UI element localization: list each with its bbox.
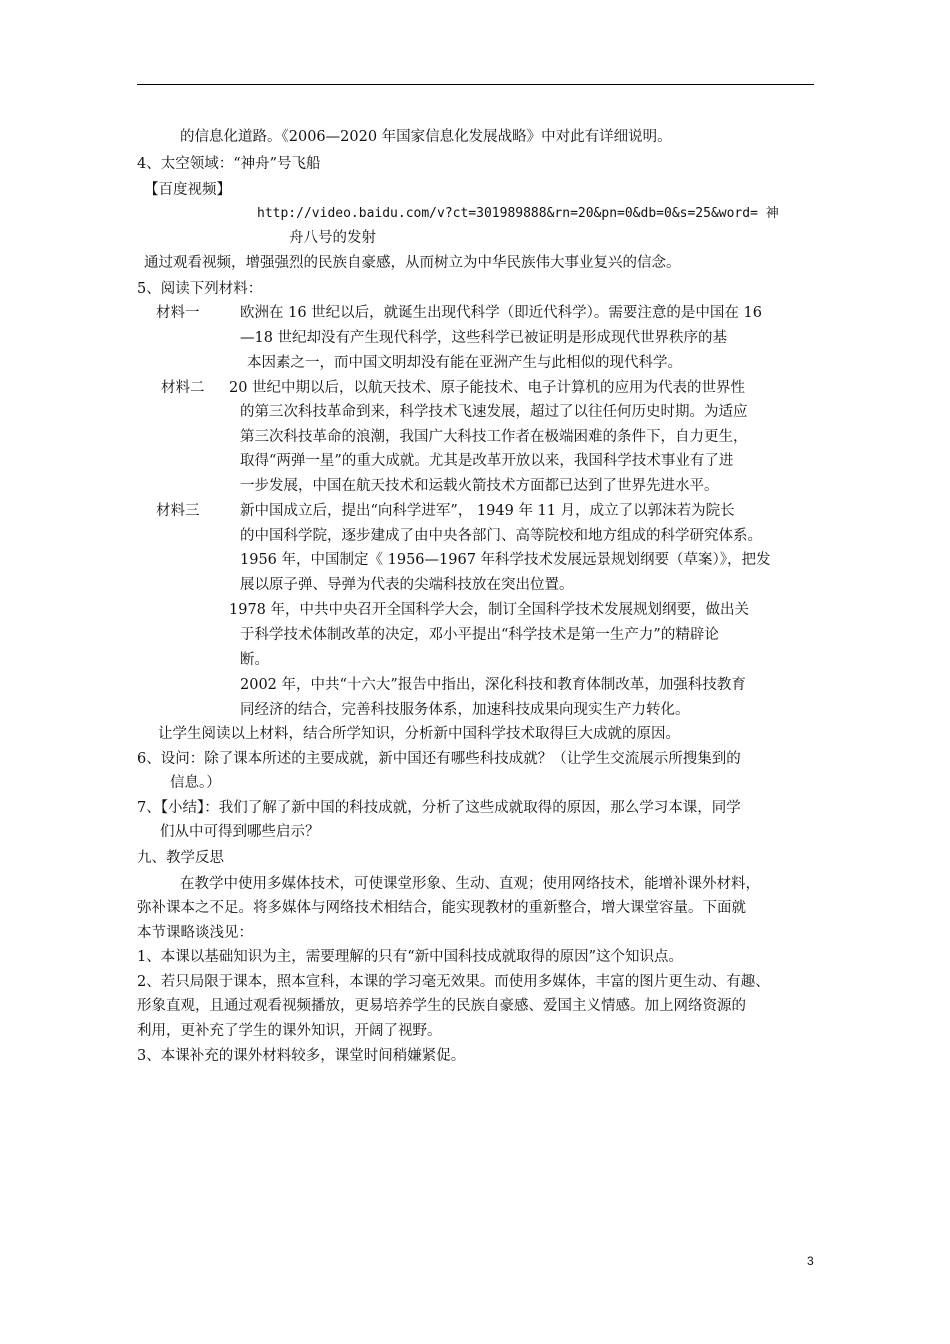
text-line: 1956 年，中国制定《 1956—1967 年科学技术发展远景规划纲要（草案）》，把发 xyxy=(240,552,771,568)
text-line: 本节课略谈浅见： xyxy=(137,925,253,941)
text-line: 们从中可得到哪些启示？ xyxy=(160,824,320,840)
header-rule xyxy=(137,84,814,85)
text-line: 1978 年，中共中央召开全国科学大会，制订全国科学技术发展规划纲要，做出关 xyxy=(229,602,750,618)
text-line: 同经济的结合，完善科技服务体系，加速科技成果向现实生产力转化。 xyxy=(240,702,690,718)
text-line: 取得“两弹一星”的重大成就。尤其是改革开放以来，我国科学技术事业有了进 xyxy=(240,453,734,469)
text-line: 5、阅读下列材料： xyxy=(137,281,263,297)
page-number: 3 xyxy=(807,1254,814,1268)
text-line: 信息。） xyxy=(170,775,221,791)
text-line: 舟八号的发射 xyxy=(289,230,376,246)
text-line: 在教学中使用多媒体技术，可使课堂形象、生动、直观；使用网络技术，能增补课外材料， xyxy=(180,876,760,892)
text-line: 3、本课补充的课外材料较多，课堂时间稍嫌紧促。 xyxy=(137,1048,466,1064)
text-line: 第三次科技革命的浪潮，我国广大科技工作者在极端困难的条件下，自力更生， xyxy=(240,429,748,445)
text-line: 欧洲在 16 世纪以后，就诞生出现代科学（即近代科学）。需要注意的是中国在 16 xyxy=(240,305,762,321)
text-line: 的第三次科技革命到来，科学技术飞速发展，超过了以往任何历史时期。为适应 xyxy=(240,404,748,420)
text-line: 一步发展，中国在航天技术和运载火箭技术方面都已达到了世界先进水平。 xyxy=(240,478,719,494)
text-line: 2002 年，中共“十六大”报告中指出，深化科技和教育体制改革，加强科技教育 xyxy=(240,677,746,693)
text-line: 通过观看视频，增强强烈的民族自豪感，从而树立为中华民族伟大事业复兴的信念。 xyxy=(144,255,681,271)
text-line: 的信息化道路。《2006—2020 年国家信息化发展战略》中对此有详细说明。 xyxy=(180,129,672,145)
video-url-line[interactable]: http://video.baidu.com/v?ct=301989888&rn=20&pn=0&db=0&s=25&word= 神 xyxy=(257,206,779,221)
text-line: 的中国科学院，逐步建成了由中央各部门、高等院校和地方组成的科学研究体系。 xyxy=(240,528,762,544)
text-line: 4、太空领域：“神舟”号飞船 xyxy=(137,156,321,172)
text-line: —18 世纪却没有产生现代科学，这些科学已被证明是形成现代世界秩序的基 xyxy=(240,330,728,346)
text-line: 本因素之一，而中国文明却没有能在亚洲产生与此相似的现代科学。 xyxy=(247,355,682,371)
text-line: 1、本课以基础知识为主，需要理解的只有“新中国科技成就取得的原因”这个知识点。 xyxy=(137,949,684,965)
material-label: 材料三 xyxy=(156,503,200,519)
material-label: 材料一 xyxy=(156,305,200,321)
text-line: 弥补课本之不足。将多媒体与网络技术相结合，能实现教材的重新整合，增大课堂容量。下面就 xyxy=(137,900,746,916)
text-line: 展以原子弹、导弹为代表的尖端科技放在突出位置。 xyxy=(240,577,574,593)
text-line: 断。 xyxy=(240,652,269,668)
text-line: 利用，更补充了学生的课外知识，开阔了视野。 xyxy=(137,1023,442,1039)
text-line: 20 世纪中期以后，以航天技术、原子能技术、电子计算机的应用为代表的世界性 xyxy=(229,380,746,396)
text-line: 【百度视频】 xyxy=(144,182,231,198)
text-line: 新中国成立后，提出“向科学进军”， 1949 年 11 月，成立了以郭沫若为院长 xyxy=(240,503,735,519)
text-line: 于科学技术体制改革的决定，邓小平提出“科学技术是第一生产力”的精辟论 xyxy=(240,627,719,643)
text-line: 让学生阅读以上材料，结合所学知识，分析新中国科学技术取得巨大成就的原因。 xyxy=(158,726,680,742)
material-label: 材料二 xyxy=(161,380,205,396)
text-line: 7、【小结】：我们了解了新中国的科技成就，分析了这些成就取得的原因，那么学习本课，同学 xyxy=(137,800,741,816)
section-heading: 九、教学反思 xyxy=(137,850,224,866)
text-line: 形象直观，且通过观看视频播放，更易培养学生的民族自豪感、爱国主义情感。加上网络资源的 xyxy=(137,998,746,1014)
text-line: 6、设问：除了课本所述的主要成就，新中国还有哪些科技成就？（让学生交流展示所搜集到的 xyxy=(137,751,741,767)
text-line: 2、若只局限于课本，照本宣科，本课的学习毫无效果。而使用多媒体，丰富的图片更生动、有趣、 xyxy=(137,974,770,990)
